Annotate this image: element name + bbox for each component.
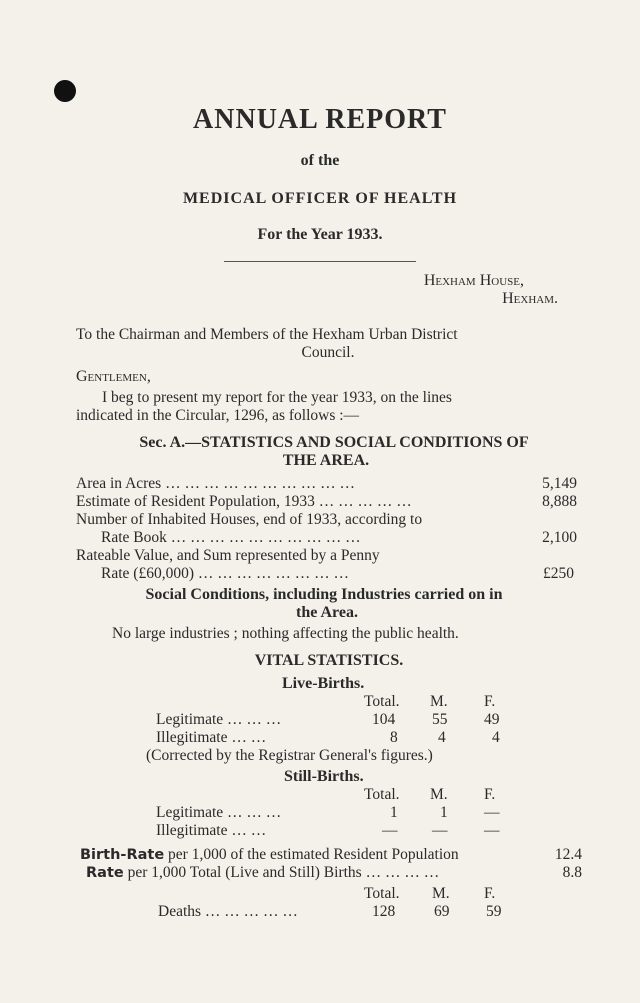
still-rate-line [86,864,439,882]
registrar-correction: (Corrected by the Registrar General's figures.) [146,747,433,764]
section-a-heading-2: THE AREA. [282,452,370,469]
address-line-2: Hexham. [502,290,558,307]
live-col-total: Total. [364,693,400,710]
stat-value-population: 8,888 [542,493,577,510]
birth-rate-line [80,846,459,864]
stat-value-houses: 2,100 [542,529,577,546]
social-text: No large industries ; nothing affecting the public health. [112,625,459,642]
live-illegit-m: 4 [438,729,446,746]
vital-heading: VITAL STATISTICS. [254,652,404,669]
still-rate-text: per 1,000 Total (Live and Still) Births … … … … [123,864,440,881]
live-legit-total: 104 [372,711,396,728]
still-legit-m: 1 [440,804,448,821]
intro-line-2: indicated in the Circular, 1296, as follows :— [76,407,360,424]
still-illegit-m: — [432,822,448,839]
still-births-heading: Still-Births. [284,768,364,785]
stat-label-population: Estimate of Resident Population, 1933 … … … … … [76,493,412,510]
ink-blot [51,77,79,105]
still-rate-label: Rate [86,865,124,881]
still-illegit-total: — [382,822,398,839]
still-col-m: M. [430,786,448,803]
live-col-f: F. [484,693,496,710]
social-heading-1: Social Conditions, including Industries carried on in [145,586,503,603]
salutation-gentlemen: Gentlemen, [76,368,151,385]
report-year: For the Year 1933. [257,226,383,243]
live-legit-m: 55 [432,711,448,728]
report-officer: MEDICAL OFFICER OF HEALTH [182,190,458,207]
birth-rate-value: 12.4 [554,846,582,863]
report-title: ANNUAL REPORT [193,104,447,135]
stat-label-rateable-1: Rateable Value, and Sum represented by a Penny [76,547,380,564]
live-illegit-label: Illegitimate … … [156,729,267,746]
live-illegit-f: 4 [492,729,500,746]
title-divider [224,261,416,262]
section-a-heading-1: Sec. A.—STATISTICS AND SOCIAL CONDITIONS OF [139,434,529,451]
still-legit-f: — [484,804,500,821]
birth-rate-label: Birth-Rate [80,847,165,863]
stat-label-houses-2: Rate Book … … … … … … … … … … [101,529,361,546]
birth-rate-text: per 1,000 of the estimated Resident Population [164,846,459,863]
stat-label-area: Area in Acres … … … … … … … … … … [76,475,355,492]
deaths-f: 59 [486,903,502,920]
still-illegit-label: Illegitimate … … [156,822,267,839]
still-legit-label: Legitimate … … … [156,804,282,821]
live-legit-f: 49 [484,711,500,728]
deaths-col-f: F. [484,885,496,902]
live-illegit-total: 8 [390,729,398,746]
deaths-total: 128 [372,903,396,920]
report-of-the: of the [300,152,340,169]
stat-label-houses-1: Number of Inhabited Houses, end of 1933, according to [76,511,423,528]
live-legit-label: Legitimate … … … [156,711,282,728]
deaths-col-total: Total. [364,885,400,902]
still-illegit-f: — [484,822,500,839]
still-col-f: F. [484,786,496,803]
address-line-1: Hexham House, [423,272,524,289]
deaths-m: 69 [434,903,450,920]
still-rate-value: 8.8 [562,864,582,881]
deaths-label: Deaths … … … … … [158,903,298,920]
salutation-to-2: Council. [301,344,355,361]
social-heading-2: the Area. [296,604,358,621]
intro-line-1: I beg to present my report for the year 1933, on the lines [102,389,452,406]
live-col-m: M. [430,693,448,710]
stat-value-rateable: £250 [543,565,574,582]
stat-label-rateable-2: Rate (£60,000) … … … … … … … … [101,565,349,582]
still-legit-total: 1 [390,804,398,821]
stat-value-area: 5,149 [542,475,577,492]
salutation-to-1: To the Chairman and Members of the Hexham Urban District [76,326,458,343]
live-births-heading: Live-Births. [282,675,365,692]
still-col-total: Total. [364,786,400,803]
deaths-col-m: M. [432,885,450,902]
